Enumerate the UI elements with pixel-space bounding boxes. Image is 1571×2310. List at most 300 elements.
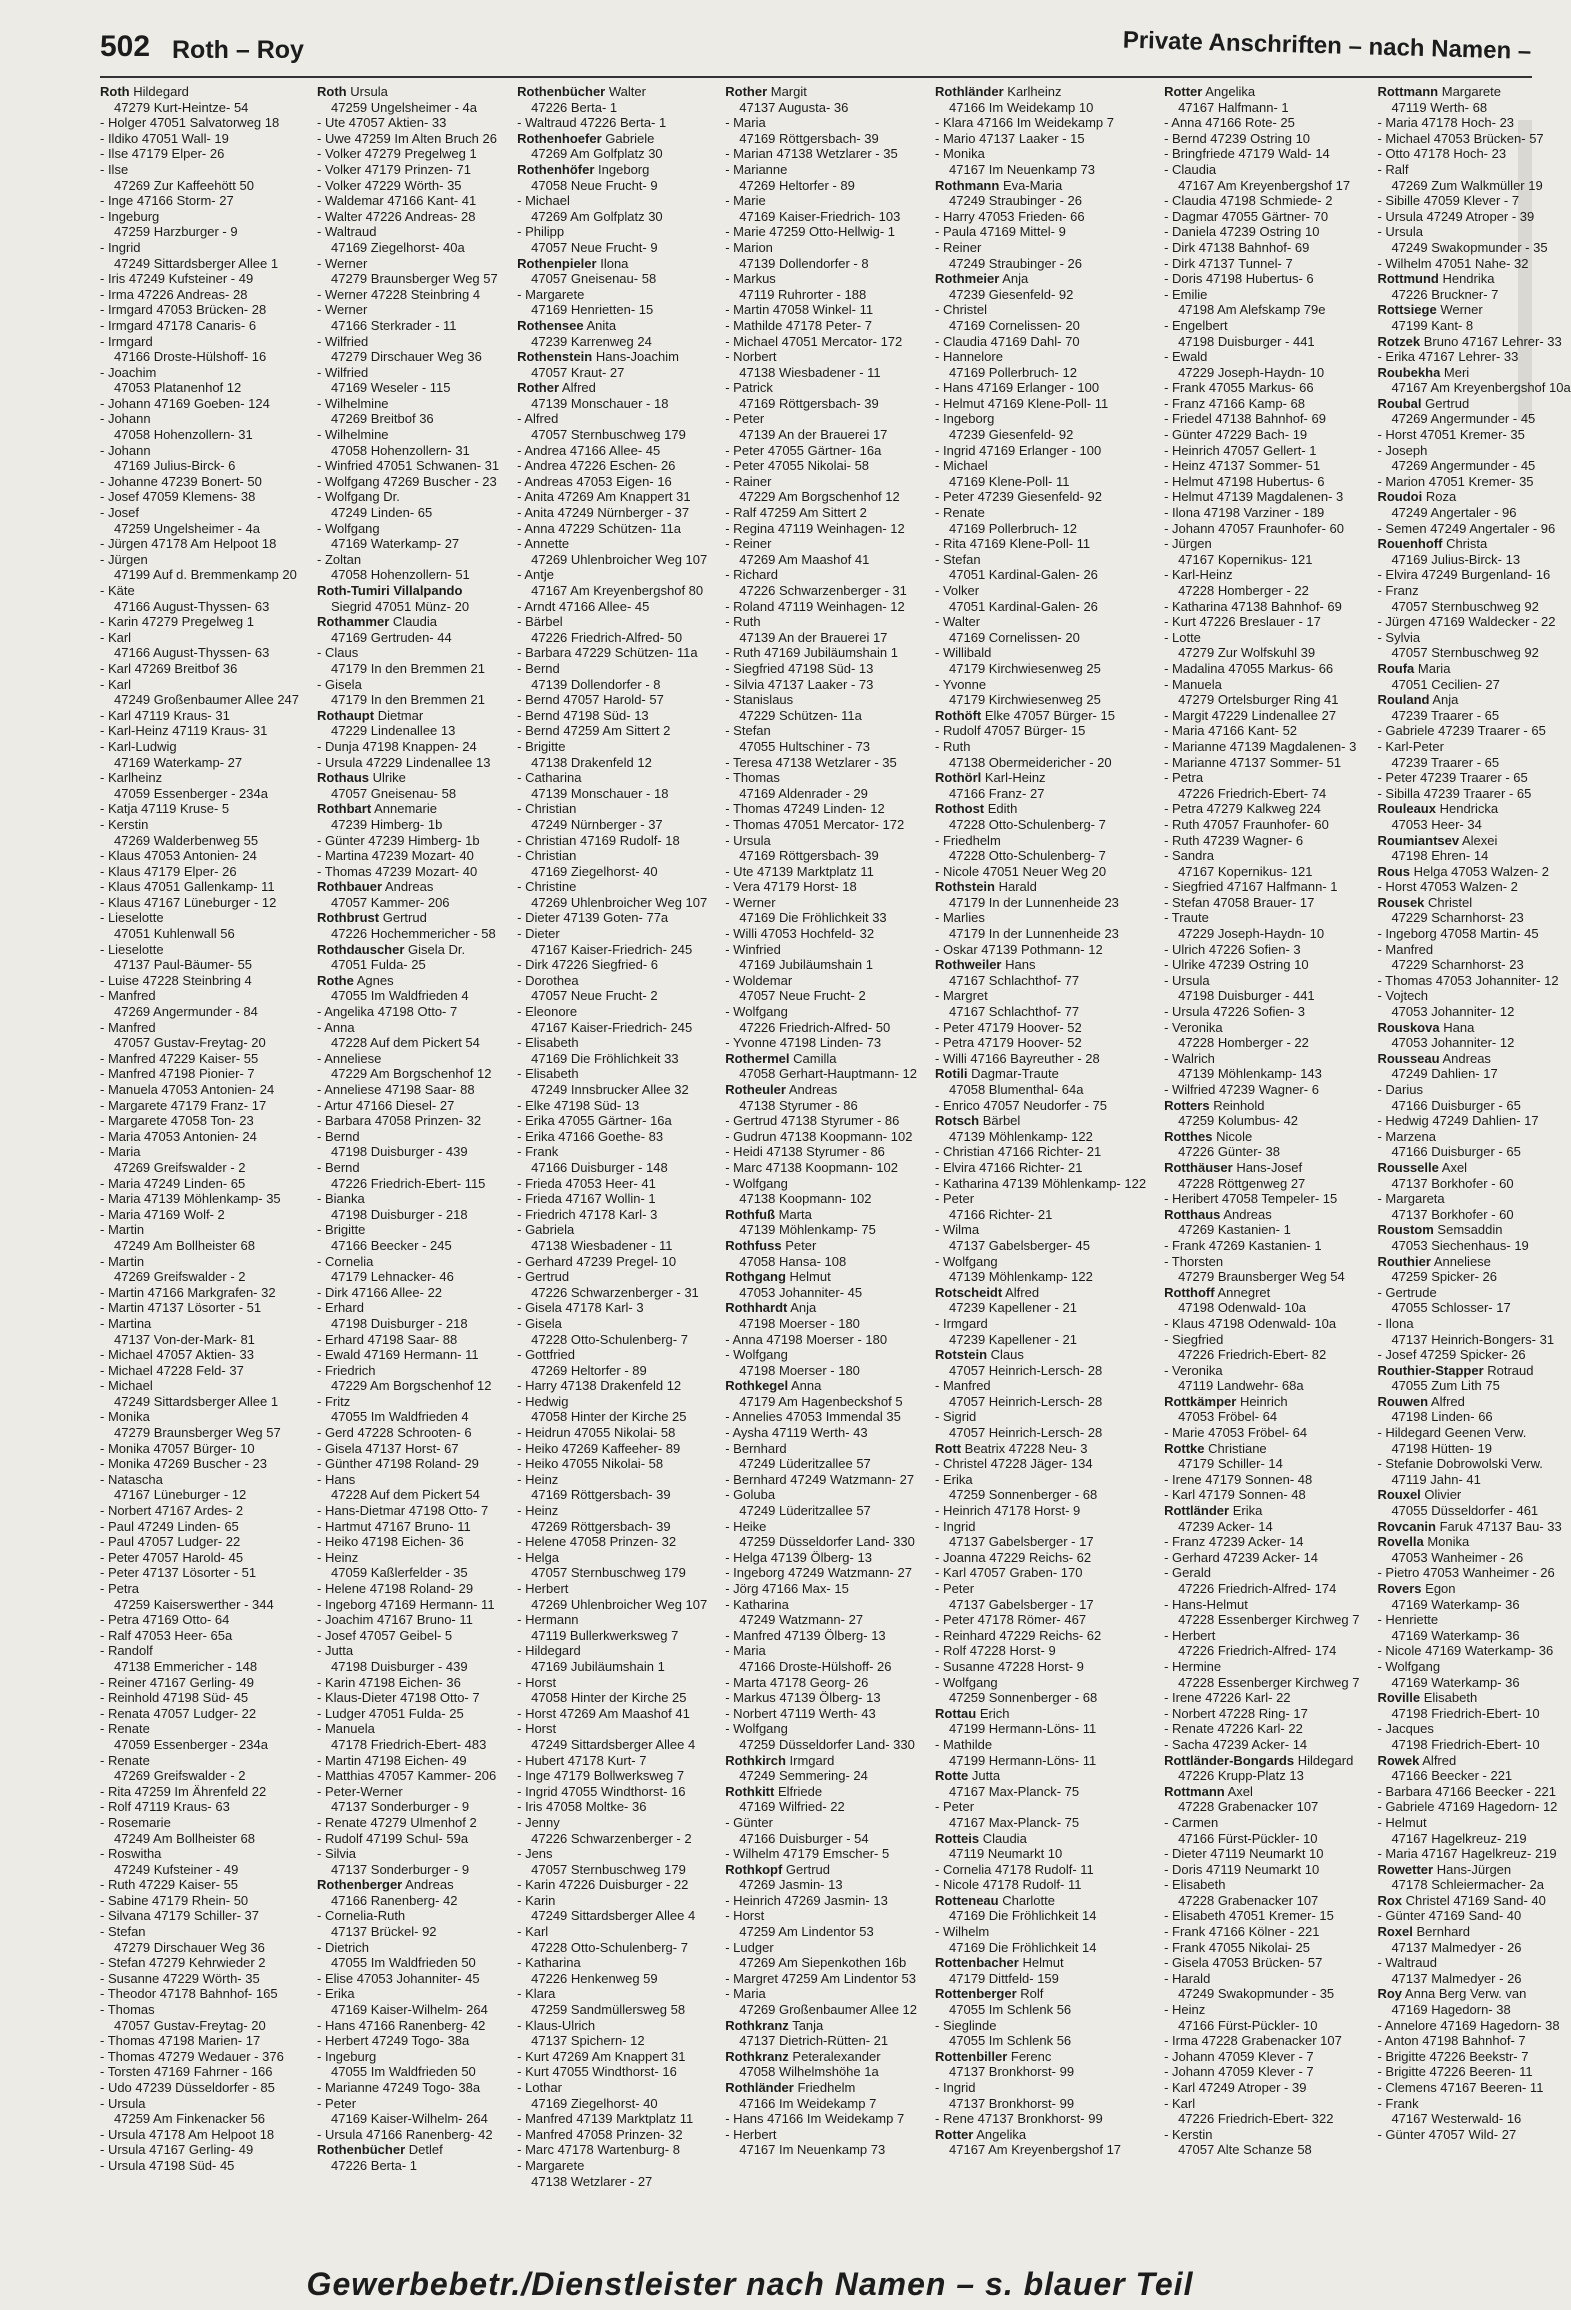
listing-entry: - Helene 47058 Prinzen- 32 xyxy=(517,1534,677,1550)
listing-entry: - Elisabeth 47051 Kremer- 15 xyxy=(1164,1908,1334,1924)
listing-entry: - Gudrun 47138 Koopmann- 102 xyxy=(725,1128,913,1144)
given-name: Heinrich xyxy=(1239,1393,1288,1409)
listing-entry: - Wolfgang xyxy=(725,1175,788,1191)
address-line: 47239 Traarer - 65 xyxy=(1391,754,1500,770)
address-line: 47259 Ungelsheimer - 4a xyxy=(114,520,260,536)
address-line: 47169 Gertruden- 44 xyxy=(331,629,452,645)
surname: Rothländer xyxy=(935,84,1004,99)
surname: Rouxel xyxy=(1377,1487,1421,1503)
address-line: 47169 Die Fröhlichkeit 14 xyxy=(949,1939,1097,1955)
listing-entry: - Renate xyxy=(100,1721,150,1737)
surname-entry xyxy=(1164,1129,1359,1145)
address-line: 47166 Sterkrader - 11 xyxy=(331,317,457,333)
listing-entry: - Anna 47198 Moerser - 180 xyxy=(725,1331,888,1347)
directory-column-4 xyxy=(725,84,917,2259)
listing-entry: - Helmut 47169 Klene-Poll- 11 xyxy=(935,395,1109,411)
address-line: 47249 Lüderitzallee 57 xyxy=(739,1456,871,1472)
listing-entry: - Volker xyxy=(935,583,980,598)
address-line: 47269 Greifswalder - 2 xyxy=(114,1269,246,1285)
address-line: 47137 Malmedyer - 26 xyxy=(1391,1939,1522,1955)
listing-entry: - Reiner xyxy=(725,536,772,552)
address-line: 47239 Kapellener - 21 xyxy=(949,1331,1077,1347)
listing-entry: - Petra 47279 Kalkweg 224 xyxy=(1164,801,1321,817)
surname-entry xyxy=(935,1986,1146,2002)
listing-entry: - Ludger 47051 Fulda- 25 xyxy=(317,1705,464,1721)
listing-entry: - Winfried 47051 Schwanen- 31 xyxy=(317,458,500,474)
address-line: 47279 Dirschauer Weg 36 xyxy=(331,349,482,365)
address-line: 47137 Brückel- 92 xyxy=(331,1924,437,1940)
address-line: 47259 Am Finkenacker 56 xyxy=(114,2111,266,2127)
address-line: 47228 Grabenacker 107 xyxy=(1178,1799,1319,1815)
surname-entry xyxy=(1377,334,1570,350)
address-line: 47169 Jubiläumshain 1 xyxy=(739,957,873,973)
surname-entry xyxy=(1377,801,1570,817)
surname: Rottau xyxy=(935,1705,977,1721)
surname-entry xyxy=(935,178,1146,194)
surname: Rousek xyxy=(1377,894,1425,910)
address-line: 47249 Semmering- 24 xyxy=(739,1768,868,1784)
listing-entry: - Werner xyxy=(317,255,368,271)
address-line: 47226 Friedrich-Ebert- 322 xyxy=(1178,2111,1334,2127)
listing-entry: - Markus xyxy=(725,271,776,287)
listing-entry: - Renate 47279 Ulmenhof 2 xyxy=(317,1814,477,1830)
surname-entry xyxy=(935,801,1146,817)
listing-entry: - Ursula xyxy=(1164,972,1210,988)
listing-entry: - Marc 47138 Koopmann- 102 xyxy=(725,1159,898,1175)
given-name: Werner xyxy=(1440,302,1483,318)
address-line: 47229 Joseph-Haydn- 10 xyxy=(1178,926,1325,942)
given-name: Marta xyxy=(778,1206,812,1222)
directory-column-3 xyxy=(517,84,707,2259)
listing-entry: - Karl 47057 Graben- 170 xyxy=(935,1565,1083,1581)
surname: Rothweiler xyxy=(935,957,1002,973)
address-line: 47198 Duisburger - 441 xyxy=(1178,988,1315,1004)
listing-entry: - Darius xyxy=(1377,1082,1423,1097)
address-line: 47137 Augusta- 36 xyxy=(739,99,849,115)
listing-entry: - Philipp xyxy=(517,224,565,240)
listing-entry: - Johann 47057 Fraunhofer- 60 xyxy=(1164,520,1345,536)
given-name: Andreas xyxy=(405,1877,454,1893)
listing-entry: - Petra 47169 Otto- 64 xyxy=(100,1612,230,1628)
listing-entry: - Wolfgang xyxy=(725,1721,788,1737)
listing-entry: - Friedrich xyxy=(317,1362,376,1378)
given-name: Reinhold xyxy=(1213,1097,1265,1113)
surname-entry xyxy=(100,84,299,100)
listing-entry: - Bernd 47198 Süd- 13 xyxy=(517,707,649,723)
listing-entry: - Inge 47166 Storm- 27 xyxy=(100,193,234,209)
surname: Rothe xyxy=(317,972,354,988)
address-line: 47057 Alte Schanze 58 xyxy=(1178,2142,1312,2158)
surname: Rotili xyxy=(935,1066,968,1082)
listing-entry: - Siegfried xyxy=(1164,1331,1224,1347)
surname-entry xyxy=(1377,1363,1570,1379)
listing-entry: - Walrich xyxy=(1164,1050,1215,1066)
surname-entry xyxy=(1164,84,1359,100)
address-line: 47169 Kaiser-Wilhelm- 264 xyxy=(331,2111,488,2127)
listing-entry: - Ursula 47198 Süd- 45 xyxy=(100,2157,235,2173)
given-name: Rotraud xyxy=(1487,1362,1534,1378)
surname: Rox xyxy=(1377,1892,1403,1908)
given-name: Faruk 47137 Bau- 33 xyxy=(1439,1518,1562,1534)
given-name: Ingeborg xyxy=(598,161,650,177)
address-line: 47167 Kopernikus- 121 xyxy=(1178,551,1313,567)
listing-entry: - Silvana 47179 Schiller- 37 xyxy=(100,1908,259,1924)
address-line: 47198 Friedrich-Ebert- 10 xyxy=(1391,1736,1540,1752)
listing-entry: - Helmut xyxy=(1377,1814,1427,1830)
listing-entry: - Frank xyxy=(1377,2095,1419,2111)
address-line: 47169 Kaiser-Friedrich- 103 xyxy=(739,208,901,224)
surname: Rouwen xyxy=(1377,1393,1429,1409)
listing-entry: - Ingrid 47169 Erlanger - 100 xyxy=(935,442,1102,458)
address-line: 47179 In der Lunnenheide 23 xyxy=(949,894,1119,910)
listing-entry: - Ursula 47249 Atroper - 39 xyxy=(1377,208,1535,224)
listing-entry: - Luise 47228 Steinbring 4 xyxy=(100,972,252,988)
address-line: 47166 August-Thyssen- 63 xyxy=(114,598,270,614)
address-line: 47198 Duisburger - 439 xyxy=(331,1658,468,1674)
listing-entry: - Reinhold 47198 Süd- 45 xyxy=(100,1690,249,1706)
address-line: 47259 Spicker- 26 xyxy=(1391,1269,1497,1285)
address-line: 47239 Kapellener - 21 xyxy=(949,1300,1077,1316)
address-line: 47167 Schlachthof- 77 xyxy=(949,1004,1080,1020)
listing-entry: - Rene 47137 Bronkhorst- 99 xyxy=(935,2111,1103,2127)
surname: Rotteis xyxy=(935,1830,980,1846)
listing-entry: - Norbert xyxy=(725,349,777,365)
listing-entry: - Wolfgang xyxy=(935,1253,998,1269)
listing-entry: - Hermine xyxy=(1164,1658,1222,1674)
listing-entry: - Siegfried 47167 Halfmann- 1 xyxy=(1164,879,1338,895)
listing-entry: - Klara xyxy=(517,1986,556,2002)
listing-entry: - Stefan xyxy=(935,551,981,567)
surname-entry xyxy=(935,2049,1146,2065)
address-line: 47057 Kammer- 206 xyxy=(331,894,450,910)
address-line: 47226 Friedrich-Alfred- 174 xyxy=(1178,1581,1337,1596)
listing-entry: - Hildegard Geenen Verw. xyxy=(1377,1425,1527,1441)
surname: Rouskova xyxy=(1377,1019,1440,1035)
listing-entry: - Dieter 47139 Goten- 77a xyxy=(517,910,669,926)
surname: Rothenberger xyxy=(317,1877,403,1893)
listing-entry: - Mathilde xyxy=(935,1736,993,1752)
surname-entry xyxy=(1377,692,1570,708)
address-line: 47259 Kolumbus- 42 xyxy=(1178,1113,1299,1129)
listing-entry: - Ute 47139 Marktplatz 11 xyxy=(725,863,874,879)
surname: Roth xyxy=(317,84,347,99)
address-line: 47058 Wilhelmshöhe 1a xyxy=(739,2064,879,2080)
surname-entry xyxy=(935,879,1146,895)
address-line: 47178 Schleiermacher- 2a xyxy=(1391,1877,1544,1893)
surname: Rotscheidt xyxy=(935,1284,1003,1300)
listing-entry: - Irene 47179 Sonnen- 48 xyxy=(1164,1471,1313,1487)
listing-entry: - Anita 47269 Am Knappert 31 xyxy=(517,489,691,505)
given-name: Erich xyxy=(979,1705,1010,1721)
surname-entry xyxy=(1377,365,1570,381)
address-line: 47249 Straubinger - 26 xyxy=(949,255,1083,271)
listing-entry: - Irmgard 47053 Brücken- 28 xyxy=(100,302,267,318)
listing-entry: - Doris 47119 Neumarkt 10 xyxy=(1164,1861,1320,1877)
listing-entry: - Brigitte xyxy=(517,738,566,754)
surname-entry xyxy=(1377,1487,1570,1503)
listing-entry: - Maria 47178 Hoch- 23 xyxy=(1377,115,1515,131)
listing-entry: - Helene 47198 Roland- 29 xyxy=(317,1581,474,1596)
listing-entry: - Silvia xyxy=(317,1846,357,1862)
listing-entry: - Annette xyxy=(517,536,570,552)
address-line: 47198 Duisburger - 439 xyxy=(331,1144,468,1160)
given-name: Rolf xyxy=(1020,1986,1044,2002)
surname: Roth-Tumiri Villalpando xyxy=(317,583,463,598)
address-line: 47249 Linden- 65 xyxy=(331,505,433,521)
listing-entry: - Semen 47249 Angertaler - 96 xyxy=(1377,520,1556,536)
given-name: Agnes xyxy=(356,972,394,988)
listing-entry: - Peter 47239 Giesenfeld- 92 xyxy=(935,489,1102,505)
listing-entry: - Josef 47057 Geibel- 5 xyxy=(317,1627,453,1643)
listing-entry: - Ursula 47167 Gerling- 49 xyxy=(100,2142,254,2158)
given-name: Annegret xyxy=(1217,1284,1271,1300)
listing-entry: - Yvonne 47198 Linden- 73 xyxy=(725,1035,882,1051)
listing-entry: - Johann xyxy=(100,442,151,458)
listing-entry: - Ursula 47166 Ranenberg- 42 xyxy=(317,2126,493,2142)
listing-entry: - Karin 47279 Pregelweg 1 xyxy=(100,614,254,630)
listing-entry: - Manfred xyxy=(100,988,156,1004)
listing-entry: - Roswitha xyxy=(100,1846,162,1862)
given-name: Christel xyxy=(1428,894,1473,910)
listing-entry: - Marion 47051 Kremer- 35 xyxy=(1377,473,1534,489)
listing-entry: - Marianne 47139 Magdalenen- 3 xyxy=(1164,738,1357,754)
listing-entry: - Ruth 47239 Wagner- 6 xyxy=(1164,832,1304,848)
address-line: 47229 Am Borgschenhof 12 xyxy=(331,1378,492,1394)
address-line: 47139 An der Brauerei 17 xyxy=(739,427,888,443)
address-line: 47139 Möhlenkamp- 75 xyxy=(739,1222,876,1238)
address-line: 47169 Wilfried- 22 xyxy=(739,1799,845,1815)
address-line: 47228 Auf dem Pickert 54 xyxy=(331,1487,480,1503)
address-line: 47139 Möhlenkamp- 122 xyxy=(949,1128,1093,1144)
surname: Rothdauscher xyxy=(317,941,405,957)
address-line: 47053 Johanniter- 12 xyxy=(1391,1035,1515,1051)
listing-entry: - Rosemarie xyxy=(100,1814,171,1830)
surname: Roy xyxy=(1377,1986,1403,2002)
listing-entry: - Veronika xyxy=(1164,1362,1223,1378)
surname-entry xyxy=(935,1285,1146,1301)
address-line: 47169 Hagedorn- 38 xyxy=(1391,2002,1511,2018)
address-line: 47055 Zum Lith 75 xyxy=(1391,1378,1500,1394)
listing-entry: - Karl xyxy=(100,629,132,645)
listing-entry: - Christian xyxy=(517,848,577,864)
listing-entry: - Gabriele 47239 Traarer - 65 xyxy=(1377,723,1546,739)
address-line: 47166 Richter- 21 xyxy=(949,1206,1053,1222)
surname: Rothensee xyxy=(517,317,584,333)
listing-entry: - Irmgard xyxy=(100,333,153,349)
listing-entry: - Erika 47055 Gärtner- 16a xyxy=(517,1113,672,1129)
address-line: 47239 Giesenfeld- 92 xyxy=(949,286,1074,302)
listing-entry: - Paul 47057 Ludger- 22 xyxy=(100,1534,241,1550)
listing-entry: - Nicole 47178 Rudolf- 11 xyxy=(935,1877,1082,1893)
given-name: Andreas xyxy=(1442,1050,1491,1066)
address-line: 47228 Otto-Schulenberg- 7 xyxy=(531,1331,688,1347)
listing-entry: - Manfred 47139 Marktplatz 11 xyxy=(517,2111,694,2127)
listing-entry: - Walter xyxy=(935,614,981,630)
surname: Rothenbücher xyxy=(317,2142,406,2158)
listing-entry: - Gisela 47137 Horst- 67 xyxy=(317,1440,459,1456)
given-name: Charlotte xyxy=(1002,1892,1055,1908)
surname-entry xyxy=(725,1862,917,1878)
listing-entry: - Stefan 47058 Brauer- 17 xyxy=(1164,894,1315,910)
listing-entry: - Norbert 47167 Ardes- 2 xyxy=(100,1503,244,1519)
listing-entry: - Wilfried 47239 Wagner- 6 xyxy=(1164,1082,1319,1097)
listing-entry: - Thorsten xyxy=(1164,1253,1224,1269)
address-line: 47279 Zur Wolfskuhl 39 xyxy=(1178,645,1316,661)
listing-entry: - Gisela 47053 Brücken- 57 xyxy=(1164,1955,1323,1971)
address-line: 47055 Im Schlenk 56 xyxy=(949,2033,1072,2049)
surname: Rotteneau xyxy=(935,1892,999,1908)
address-line: 47229 Am Borgschenhof 12 xyxy=(331,1066,492,1082)
address-line: 47229 Lindenallee 13 xyxy=(331,723,456,739)
listing-entry: - Renate xyxy=(935,505,985,521)
surname: Rothkitt xyxy=(725,1783,775,1799)
listing-entry: - Karl-Heinz xyxy=(1164,567,1233,583)
surname-entry xyxy=(725,2049,917,2065)
listing-entry: - Manfred 47139 Ölberg- 13 xyxy=(725,1627,886,1643)
surname: Rottmund xyxy=(1377,271,1439,287)
section-range: Roth – Roy xyxy=(172,36,304,64)
address-line: 47269 Am Golfplatz 30 xyxy=(531,208,663,224)
surname: Rowetter xyxy=(1377,1861,1434,1877)
surname-entry xyxy=(935,1066,1146,1082)
listing-entry: - Heiko 47055 Nikolai- 58 xyxy=(517,1456,664,1472)
address-line: 47228 Homberger - 22 xyxy=(1178,583,1309,598)
surname-entry xyxy=(317,2142,499,2158)
address-line: 47198 Linden- 66 xyxy=(1391,1409,1493,1425)
listing-entry: - Ursula xyxy=(100,2095,146,2111)
listing-entry: - Ingrid xyxy=(100,239,141,255)
listing-entry: - Thomas 47053 Johanniter- 12 xyxy=(1377,972,1559,988)
surname: Rottländer xyxy=(1164,1503,1230,1519)
surname: Rouland xyxy=(1377,692,1430,708)
listing-entry: - Wilfried xyxy=(317,333,369,349)
listing-entry: - Christian xyxy=(517,801,577,817)
address-line: 47139 Möhlenkamp- 122 xyxy=(949,1269,1093,1285)
given-name: Andreas xyxy=(788,1082,838,1097)
address-line: 47169 Röttgersbach- 39 xyxy=(739,130,879,146)
listing-entry: - Irma 47228 Grabenacker 107 xyxy=(1164,2033,1342,2049)
listing-entry: - Margarete xyxy=(517,286,585,302)
address-line: 47198 Duisburger - 218 xyxy=(331,1315,468,1331)
listing-entry: - Kurt 47226 Breslauer - 17 xyxy=(1164,614,1321,630)
given-name: Peteralexander xyxy=(792,2048,881,2064)
surname-entry xyxy=(517,256,707,272)
listing-entry: - Maria xyxy=(100,1144,141,1160)
surname: Roustom xyxy=(1377,1222,1434,1238)
address-line: 47119 Werth- 68 xyxy=(1391,99,1488,115)
listing-entry: - Heinz xyxy=(317,1549,359,1565)
listing-entry: - Reinhard 47229 Reichs- 62 xyxy=(935,1627,1102,1643)
listing-entry: - Maria 47167 Hagelkreuz- 219 xyxy=(1377,1846,1557,1862)
listing-entry: - Vera 47179 Horst- 18 xyxy=(725,879,857,895)
address-line: 47138 Wiesbadener - 11 xyxy=(739,364,881,380)
listing-entry: - Anita 47249 Nürnberger - 37 xyxy=(517,505,690,521)
given-name: Edith xyxy=(987,801,1018,817)
address-line: 47166 Duisburger - 148 xyxy=(531,1159,668,1175)
listing-entry: - Hedwig xyxy=(517,1393,569,1409)
address-line: 47137 Paul-Bäumer- 55 xyxy=(114,957,253,973)
listing-entry: - Iris 47058 Moltke- 36 xyxy=(517,1799,647,1815)
listing-entry: - Werner xyxy=(317,302,368,318)
listing-entry: - Ruth 47057 Fraunhofer- 60 xyxy=(1164,816,1329,832)
given-name: Elisabeth xyxy=(1423,1690,1478,1706)
surname: Roth xyxy=(100,84,130,99)
listing-entry: - Gisela xyxy=(317,676,362,692)
given-name: Gabriele xyxy=(605,130,655,146)
address-line: 47167 Max-Planck- 75 xyxy=(949,1783,1080,1799)
listing-entry: - Bernd xyxy=(317,1159,360,1175)
listing-entry: - Stefan xyxy=(725,723,771,739)
listing-entry: - Herbert xyxy=(725,2126,777,2142)
listing-entry: - Marianne 47249 Togo- 38a xyxy=(317,2080,481,2095)
surname-entry xyxy=(1377,396,1570,412)
address-line: 47138 Wetzlarer - 27 xyxy=(531,2173,653,2189)
listing-entry: - Ulrich 47226 Sofien- 3 xyxy=(1164,941,1301,957)
surname-entry xyxy=(725,2080,917,2096)
listing-entry: - Ralf 47259 Am Sittert 2 xyxy=(725,505,867,521)
surname: Rothfuss xyxy=(725,1237,782,1253)
address-line: 47269 Zur Kaffeehött 50 xyxy=(114,177,254,193)
address-line: 47169 Waterkamp- 36 xyxy=(1391,1674,1520,1690)
address-line: 47166 Im Weidekamp 10 xyxy=(949,99,1094,115)
listing-entry: - Karlheinz xyxy=(100,770,163,786)
listing-entry: - Thomas xyxy=(100,2002,155,2018)
listing-entry: - Hildegard xyxy=(517,1643,581,1659)
listing-entry: - Peter 47178 Römer- 467 xyxy=(935,1612,1087,1628)
address-line: 47226 Friedrich-Ebert- 115 xyxy=(331,1175,486,1191)
address-line: 47179 Am Hagenbeckshof 5 xyxy=(739,1393,903,1409)
listing-entry: - Friedhelm xyxy=(935,832,1001,848)
listing-entry: - Ilse xyxy=(100,161,129,177)
address-line: 47269 Jasmin- 13 xyxy=(739,1877,843,1893)
address-line: 47228 Essenberger Kirchweg 7 xyxy=(1178,1674,1360,1690)
listing-entry: - Maria 47166 Kant- 52 xyxy=(1164,723,1298,739)
address-line: 47167 Kaiser-Friedrich- 245 xyxy=(531,1019,693,1035)
address-line: 47269 Greifswalder - 2 xyxy=(114,1768,246,1784)
surname: Rothmeier xyxy=(935,271,1000,287)
address-line: 47119 Bullerkwerksweg 7 xyxy=(531,1627,679,1643)
address-line: 47226 Friedrich-Alfred- 50 xyxy=(531,629,683,645)
surname-entry xyxy=(1377,1690,1570,1706)
listing-entry: - Petra 47179 Hoover- 52 xyxy=(935,1035,1082,1051)
listing-entry: - Johann 47059 Klever - 7 xyxy=(1164,2064,1314,2080)
address-line: 47269 Heltorfer - 89 xyxy=(739,177,855,193)
surname: Rotter xyxy=(1164,84,1203,99)
address-line: 47179 Kirchwiesenweg 25 xyxy=(949,660,1101,676)
given-name: Elke 47057 Bürger- 15 xyxy=(984,707,1115,723)
listing-entry: - Annelore 47169 Hagedorn- 38 xyxy=(1377,2017,1560,2033)
address-line: 47057 Heinrich-Lersch- 28 xyxy=(949,1425,1103,1441)
listing-entry: - Gertrud 47138 Styrumer - 86 xyxy=(725,1113,900,1129)
listing-entry: - Wilhelmine xyxy=(317,427,389,443)
listing-entry: - Peter xyxy=(317,2095,357,2111)
listing-entry: - Karl 47119 Kraus- 31 xyxy=(100,707,230,723)
listing-entry: - Ruth xyxy=(935,738,971,754)
surname: Roxel xyxy=(1377,1924,1413,1940)
surname: Rothländer xyxy=(725,2080,794,2095)
given-name: Peter xyxy=(785,1237,817,1253)
listing-entry: - Sylvia xyxy=(1377,629,1421,645)
address-line: 47269 Greifswalder - 2 xyxy=(114,1159,246,1175)
address-line: 47169 Pollerbruch- 12 xyxy=(949,520,1077,536)
address-line: 47139 Monschauer - 18 xyxy=(531,785,669,801)
surname-entry xyxy=(935,957,1146,973)
directory-columns xyxy=(100,84,1571,2259)
address-line: 47249 Innsbrucker Allee 32 xyxy=(531,1082,689,1097)
listing-entry: - Richard xyxy=(725,567,778,583)
address-line: 47119 Landwehr- 68a xyxy=(1178,1378,1304,1394)
listing-entry: - Bernd xyxy=(317,1128,360,1144)
